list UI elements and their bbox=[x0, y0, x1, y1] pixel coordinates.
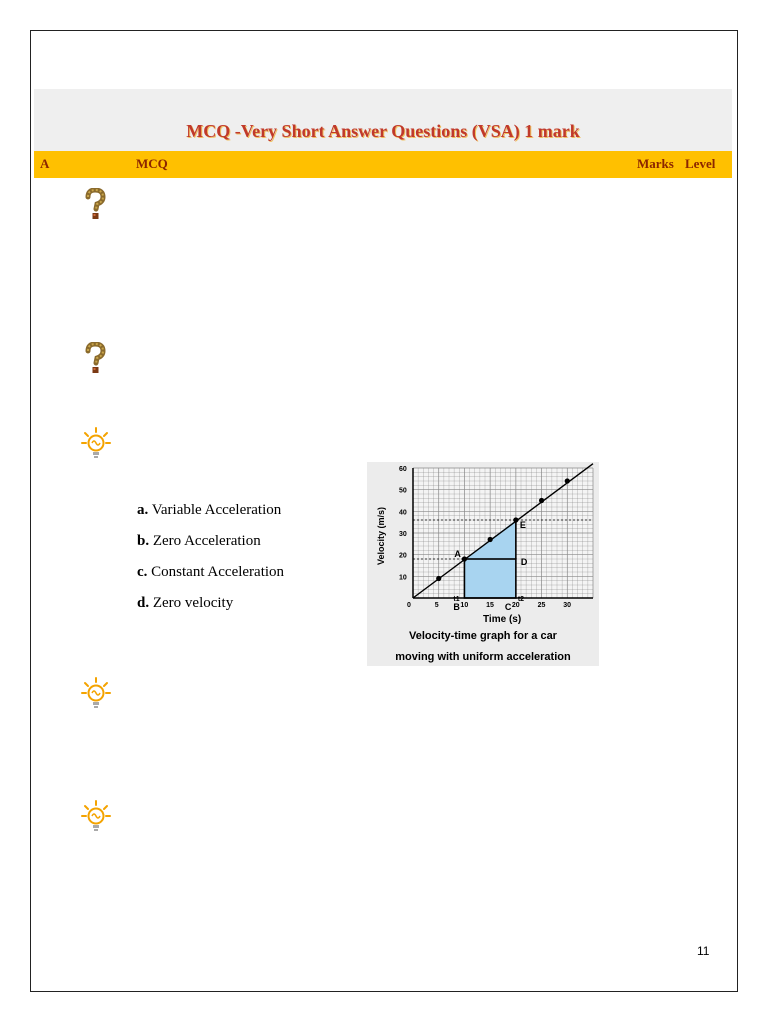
point-label-b: B bbox=[453, 602, 460, 612]
header-col-mcq: MCQ bbox=[136, 156, 168, 171]
velocity-time-figure bbox=[367, 462, 599, 666]
y-tick-label: 10 bbox=[399, 574, 407, 582]
point-label-a: A bbox=[454, 549, 461, 559]
option-letter: c. bbox=[137, 564, 148, 580]
option-text: Zero velocity bbox=[152, 595, 234, 611]
option-b[interactable] bbox=[137, 526, 284, 557]
y-axis-label: Velocity (m/s) bbox=[376, 506, 386, 565]
y-tick-label: 40 bbox=[399, 509, 407, 517]
option-text: Constant Acceleration bbox=[151, 564, 285, 580]
y-tick-label: 30 bbox=[399, 531, 407, 538]
data-point bbox=[488, 537, 493, 542]
point-label-t2: t2 bbox=[517, 596, 525, 603]
x-tick-label: 10 bbox=[460, 602, 469, 609]
data-point bbox=[462, 556, 467, 561]
option-text: Zero Acceleration bbox=[152, 533, 261, 549]
point-label-c: C bbox=[504, 602, 512, 612]
light-bulb-icon bbox=[81, 677, 111, 711]
question-mark-icon bbox=[80, 188, 110, 220]
point-label-e: E bbox=[519, 520, 526, 530]
option-a[interactable] bbox=[137, 495, 284, 526]
y-tick-label: 60 bbox=[399, 466, 407, 473]
data-point bbox=[539, 498, 544, 503]
option-letter: d. bbox=[137, 595, 150, 611]
figure-caption-line2: moving with uniform acceleration bbox=[395, 651, 571, 663]
figure-caption-line1: Velocity-time graph for a car bbox=[409, 630, 557, 642]
x-tick-label: 30 bbox=[563, 602, 572, 609]
header-col-level: Level bbox=[685, 156, 716, 171]
velocity-time-chart bbox=[367, 462, 599, 630]
section-title: MCQ -Very Short Answer Questions (VSA) 1 mark bbox=[186, 121, 580, 141]
option-text: Variable Acceleration bbox=[151, 502, 282, 518]
x-axis-label: Time (s) bbox=[483, 614, 522, 625]
option-letter: a. bbox=[137, 502, 149, 518]
x-tick-label: 20 bbox=[511, 602, 520, 609]
light-bulb-icon bbox=[81, 800, 111, 834]
x-tick-label: 25 bbox=[537, 602, 546, 609]
point-label-d: D bbox=[520, 557, 528, 567]
y-tick-label: 50 bbox=[399, 487, 407, 495]
data-point bbox=[436, 576, 441, 581]
question-mark-icon bbox=[80, 342, 110, 374]
answer-options bbox=[137, 495, 284, 619]
data-point bbox=[565, 478, 570, 483]
data-point bbox=[513, 517, 518, 522]
x-tick-label: 5 bbox=[434, 602, 439, 609]
page-number: 11 bbox=[697, 944, 710, 958]
y-tick-label: 20 bbox=[399, 552, 407, 560]
table-header-bar bbox=[34, 151, 732, 178]
light-bulb-icon bbox=[81, 427, 111, 461]
header-col-a: A bbox=[40, 156, 50, 171]
option-d[interactable] bbox=[137, 588, 284, 619]
shaded-rectangle bbox=[464, 559, 515, 598]
option-c[interactable] bbox=[137, 557, 284, 588]
option-letter: b. bbox=[137, 533, 150, 549]
origin-label: 0 bbox=[407, 602, 411, 609]
header-col-marks: Marks bbox=[637, 156, 674, 171]
x-tick-label: 15 bbox=[486, 602, 494, 609]
point-label-t1: t1 bbox=[453, 596, 460, 603]
